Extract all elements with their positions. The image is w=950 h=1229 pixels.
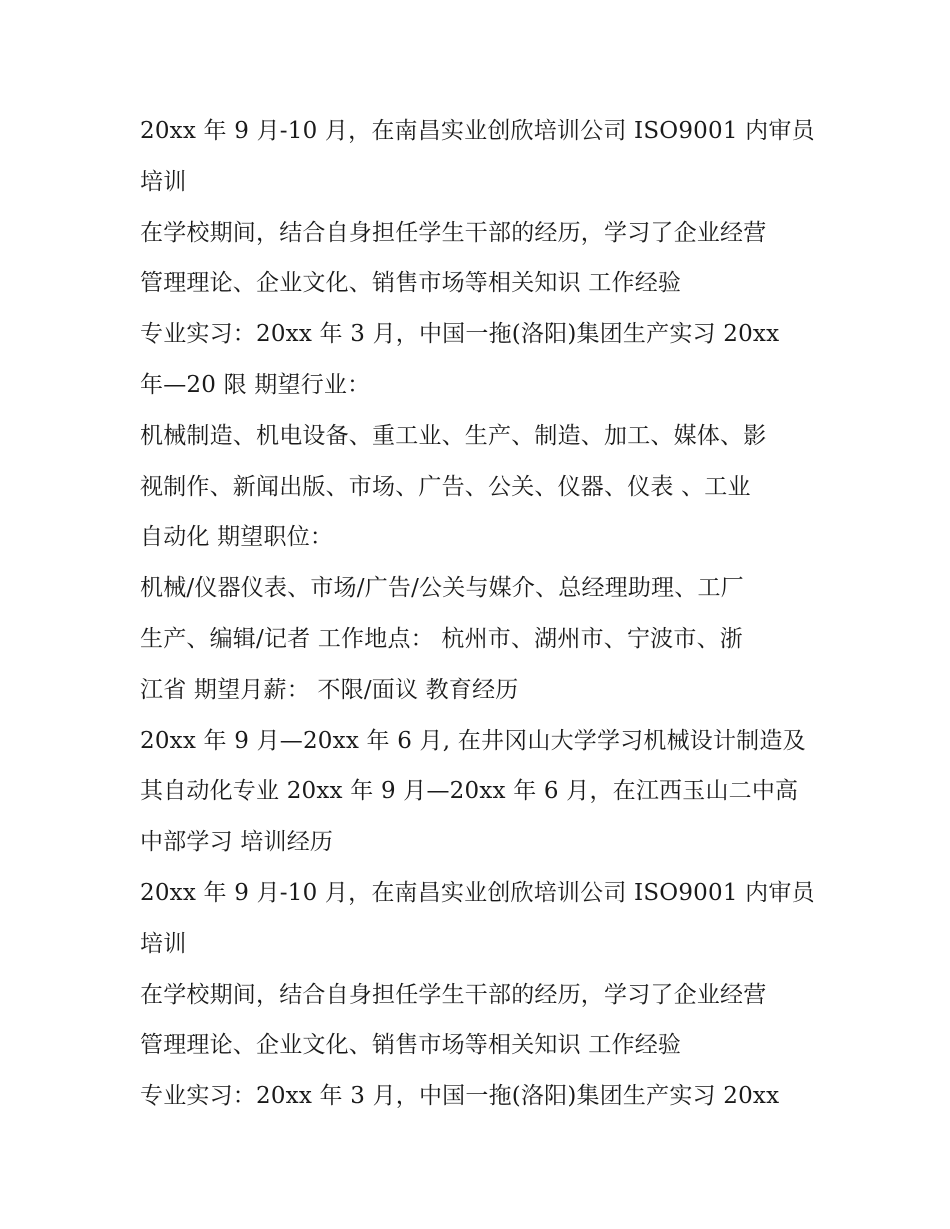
text-line: 在学校期间，结合自身担任学生干部的经历，学习了企业经营 [140,981,767,1008]
text-line: 管理理论、企业文化、销售市场等相关知识 工作经验 [140,270,682,297]
text-line: 20xx 年 9 月-10 月，在南昌实业创欣培训公司 ISO9001 内审员 [140,118,815,144]
text-line: 专业实习：20xx 年 3 月，中国一拖(洛阳)集团生产实习 20xx [140,321,780,348]
text-line: 视制作、新闻出版、市场、广告、公关、仪器、仪表 、工业 [140,473,751,500]
text-line: 中部学习 培训经历 [140,829,334,856]
text-line: 20xx 年 9 月-10 月，在南昌实业创欣培训公司 ISO9001 内审员 [140,879,815,906]
text-line: 20xx 年 9 月—20xx 年 6 月, 在井冈山大学学习机械设计制造及 [140,727,806,754]
text-line: 机械制造、机电设备、重工业、生产、制造、加工、媒体、影 [140,422,767,449]
text-line: 其自动化专业 20xx 年 9 月—20xx 年 6 月，在江西玉山二中高 [140,778,799,805]
text-line: 专业实习：20xx 年 3 月，中国一拖(洛阳)集团生产实习 20xx [140,1083,780,1110]
text-line: 培训 [140,168,187,195]
text-line: 在学校期间，结合自身担任学生干部的经历，学习了企业经营 [140,219,767,246]
text-line: 自动化 期望职位： [140,524,334,551]
text-line: 机械/仪器仪表、市场/广告/公关与媒介、总经理助理、工厂 [140,575,744,602]
text-line: 江省 期望月薪： 不限/面议 教育经历 [140,676,519,703]
text-line: 年—20 限 期望行业： [140,371,371,398]
text-line: 生产、编辑/记者 工作地点： 杭州市、湖州市、宁波市、浙 [140,625,743,652]
text-line: 管理理论、企业文化、销售市场等相关知识 工作经验 [140,1032,682,1059]
text-line: 培训 [140,930,187,957]
body-text [140,106,830,1122]
